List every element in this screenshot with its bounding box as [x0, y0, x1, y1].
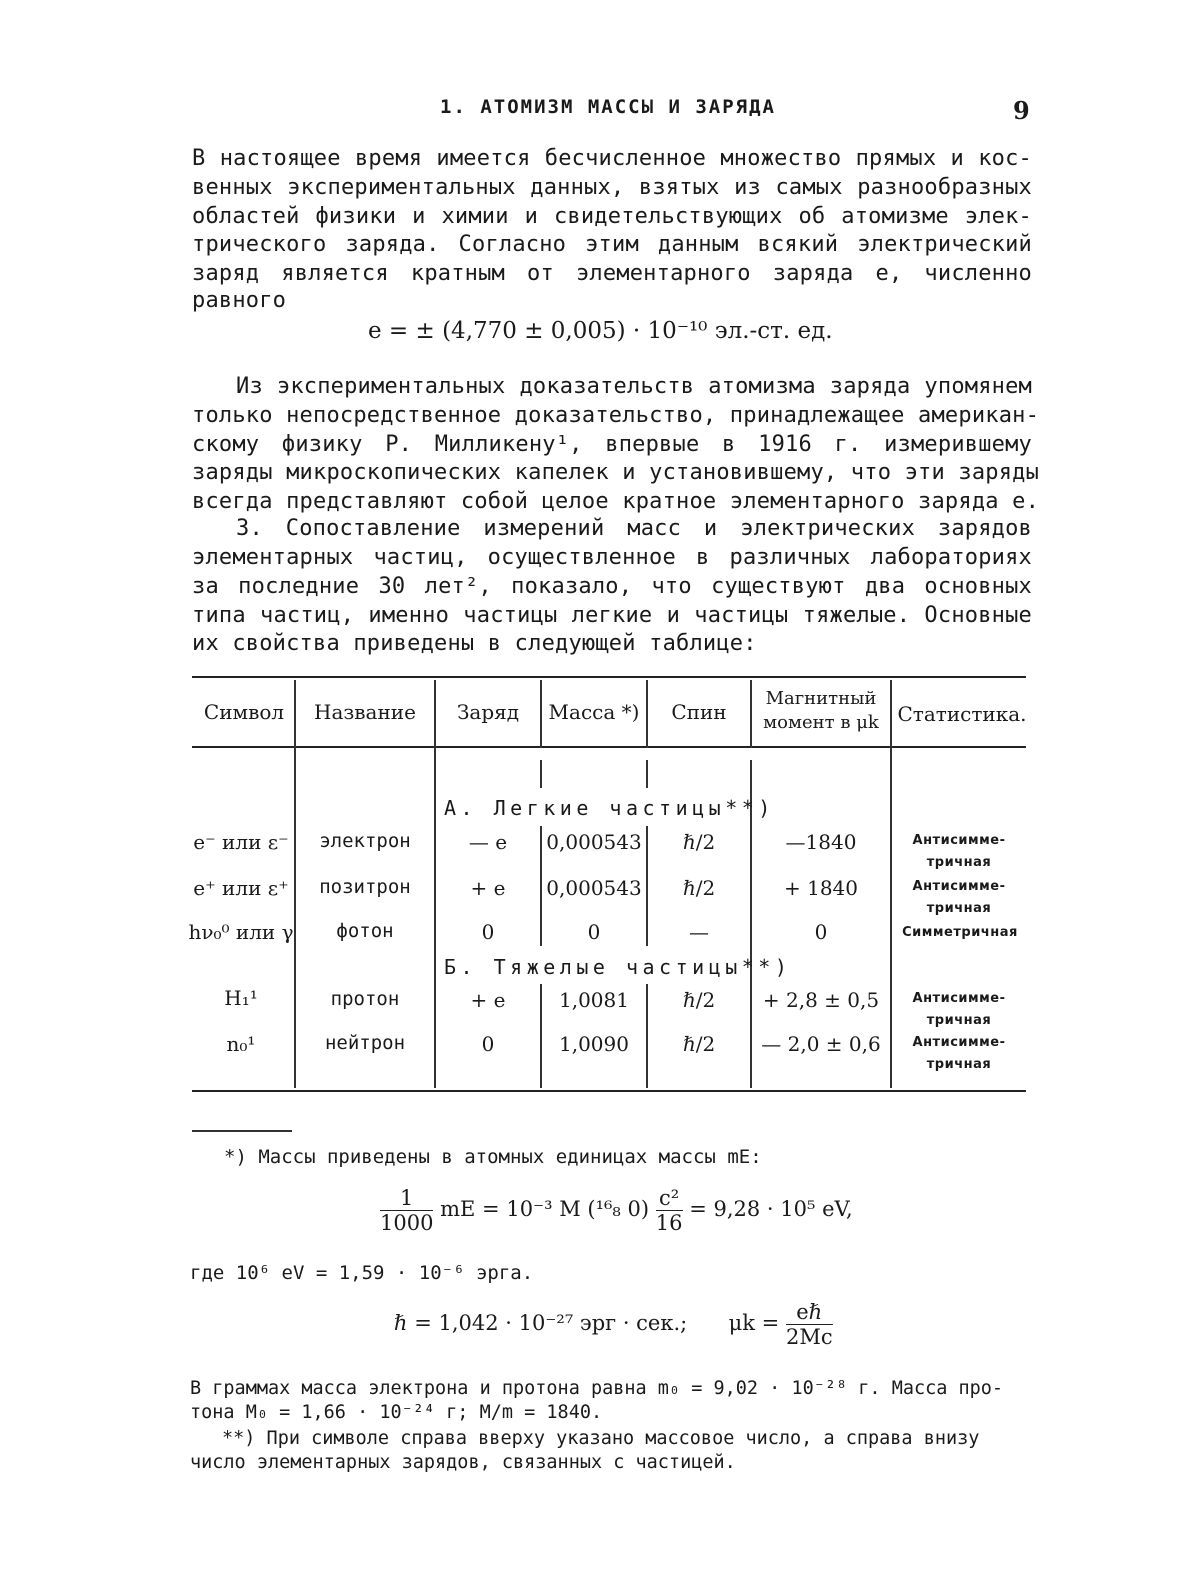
para3-line: типа частиц, именно частицы легкие и частицы тяжелые. Основные [192, 603, 1032, 628]
footnote-mass-units: *) Массы приведены в атомных единицах массы mE: [224, 1146, 762, 1168]
fraction-numerator: c² [656, 1186, 683, 1211]
header-mass: Масса *) [548, 700, 640, 724]
statistics-cell: Антисимме- [912, 1035, 1006, 1050]
planck-magneton-formula [394, 1300, 833, 1349]
para1-line: венных экспериментальных данных, взятых из самых разнообразных [192, 175, 1032, 200]
mass-cell: 1,0081 [559, 988, 629, 1012]
name-cell: позитрон [319, 876, 411, 898]
formula-part: mE = 10⁻³ M (¹⁶₈ 0) [440, 1197, 650, 1221]
charge-cell: + e [470, 988, 506, 1012]
fraction-numerator: eℏ [786, 1300, 833, 1325]
header-statistics: Статистика. [897, 702, 1027, 726]
mass-cell: 1,0090 [559, 1032, 629, 1056]
statistics-cell: тричная [926, 901, 992, 916]
moment-cell: —1840 [785, 830, 857, 854]
symbol-cell: e⁺ или ε⁺ [193, 876, 289, 900]
statistics-cell: тричная [926, 855, 992, 870]
footnote-gram-mass: В граммах масса электрона и протона равна m₀ = 9,02 · 10⁻²⁸ г. Масса про- [190, 1378, 1004, 1399]
moment-cell: + 1840 [783, 876, 858, 900]
fraction-denominator: 2Mc [785, 1325, 833, 1349]
charge-cell: 0 [481, 920, 495, 944]
header-magnetic-line1: Магнитный [765, 688, 877, 709]
para2-line: всегда представляют собой целое кратное элементарного заряда е. [192, 489, 1040, 514]
formula-part: ℏ = 1,042 · 10⁻²⁷ эрг · сек.; [394, 1311, 688, 1335]
spin-cell: ℏ/2 [682, 1032, 716, 1056]
para2-line: заряды микроскопических капелек и установившему, что эти заряды [192, 460, 1040, 485]
fraction-denominator: 1000 [380, 1211, 434, 1235]
footnote-symbol-note: **) При символе справа вверху указано массовое число, а справа внизу [222, 1428, 980, 1449]
footnote-rule [192, 1130, 292, 1132]
name-cell: фотон [336, 920, 394, 942]
fraction-numerator: 1 [380, 1186, 433, 1211]
running-header: 1. АТОМИЗМ МАССЫ И ЗАРЯДА [440, 96, 776, 118]
para1-line: В настоящее время имеется бесчисленное множество прямых и кос- [192, 146, 1032, 171]
statistics-cell: Симметричная [902, 925, 1018, 940]
name-cell: электрон [319, 830, 411, 852]
mass-unit-formula [380, 1186, 853, 1235]
formula-part: = 9,28 · 10⁵ eV, [689, 1197, 853, 1221]
statistics-cell: тричная [926, 1057, 992, 1072]
para3-line: их свойства приведены в следующей таблице: [192, 631, 757, 656]
para2-line: Из экспериментальных доказательств атомизма заряда упомянем [236, 374, 1032, 399]
header-name: Название [314, 700, 416, 724]
para3-line: 3. Сопоставление измерений масс и электрических зарядов [236, 516, 1032, 541]
para3-line: элементарных частиц, осуществленное в различных лабораториях [192, 545, 1032, 570]
table-header-rule [192, 746, 1026, 748]
para2-line: только непосредственное доказательство, принадлежащее американ- [192, 403, 1040, 428]
table-bottom-rule [192, 1090, 1026, 1092]
fraction [380, 1186, 433, 1235]
fraction [786, 1300, 833, 1349]
formula-part: μk = [728, 1311, 780, 1335]
footnote-symbol-note: число элементарных зарядов, связанных с частицей. [190, 1452, 736, 1473]
elementary-charge-formula: e = ± (4,770 ± 0,005) · 10⁻¹⁰ эл.-ст. ед. [368, 318, 833, 344]
para1-line: трического заряда. Согласно этим данным всякий электрический [192, 232, 1032, 257]
statistics-cell: тричная [926, 1013, 992, 1028]
mass-cell: 0,000543 [546, 876, 642, 900]
para1-line: заряд является кратным от элементарного заряда е, численно [192, 261, 1032, 286]
header-charge: Заряд [456, 700, 520, 724]
charge-cell: 0 [481, 1032, 495, 1056]
mass-cell: 0 [587, 920, 601, 944]
header-symbol: Символ [203, 700, 285, 724]
symbol-cell: e⁻ или ε⁻ [193, 830, 289, 854]
symbol-cell: H₁¹ [224, 986, 258, 1010]
header-magnetic-line2: момент в μk [763, 712, 879, 733]
page-number: 9 [1013, 96, 1030, 125]
spin-cell: ℏ/2 [682, 830, 716, 854]
moment-cell: 0 [814, 920, 828, 944]
statistics-cell: Антисимме- [912, 833, 1006, 848]
name-cell: нейтрон [324, 1032, 406, 1054]
header-spin: Спин [671, 700, 727, 724]
mass-cell: 0,000543 [546, 830, 642, 854]
statistics-cell: Антисимме- [912, 879, 1006, 894]
spin-cell: ℏ/2 [682, 876, 716, 900]
para1-line: равного [192, 288, 287, 313]
symbol-cell: n₀¹ [226, 1032, 256, 1056]
moment-cell: + 2,8 ± 0,5 [762, 988, 880, 1012]
table-top-rule [192, 676, 1026, 678]
moment-cell: — 2,0 ± 0,6 [761, 1032, 881, 1056]
para1-line: областей физики и химии и свидетельствующих об атомизме элек- [192, 204, 1032, 229]
spin-cell: — [689, 920, 709, 944]
statistics-cell: Антисимме- [912, 991, 1006, 1006]
column-divider [646, 760, 648, 788]
para2-line: скому физику Р. Милликену¹, впервые в 1916 г. измерившему [192, 432, 1032, 457]
charge-cell: — e [468, 830, 508, 854]
footnote-gram-mass: тона M₀ = 1,66 · 10⁻²⁴ г; M/m = 1840. [190, 1402, 603, 1423]
para3-line: за последние 30 лет², показало, что существуют два основных [192, 574, 1032, 599]
spin-cell: ℏ/2 [682, 988, 716, 1012]
charge-cell: + e [470, 876, 506, 900]
column-divider [540, 760, 542, 788]
name-cell: протон [330, 988, 400, 1010]
symbol-cell: hν₀⁰ или γ [188, 920, 294, 944]
group-heavy-particles: Б. Тяжелые частицы**) [444, 955, 792, 979]
fraction [656, 1186, 683, 1235]
footnote-ev-erg: где 10⁶ eV = 1,59 · 10⁻⁶ эрга. [190, 1262, 534, 1284]
group-light-particles: А. Легкие частицы**) [444, 796, 775, 820]
fraction-denominator: 16 [655, 1211, 683, 1235]
